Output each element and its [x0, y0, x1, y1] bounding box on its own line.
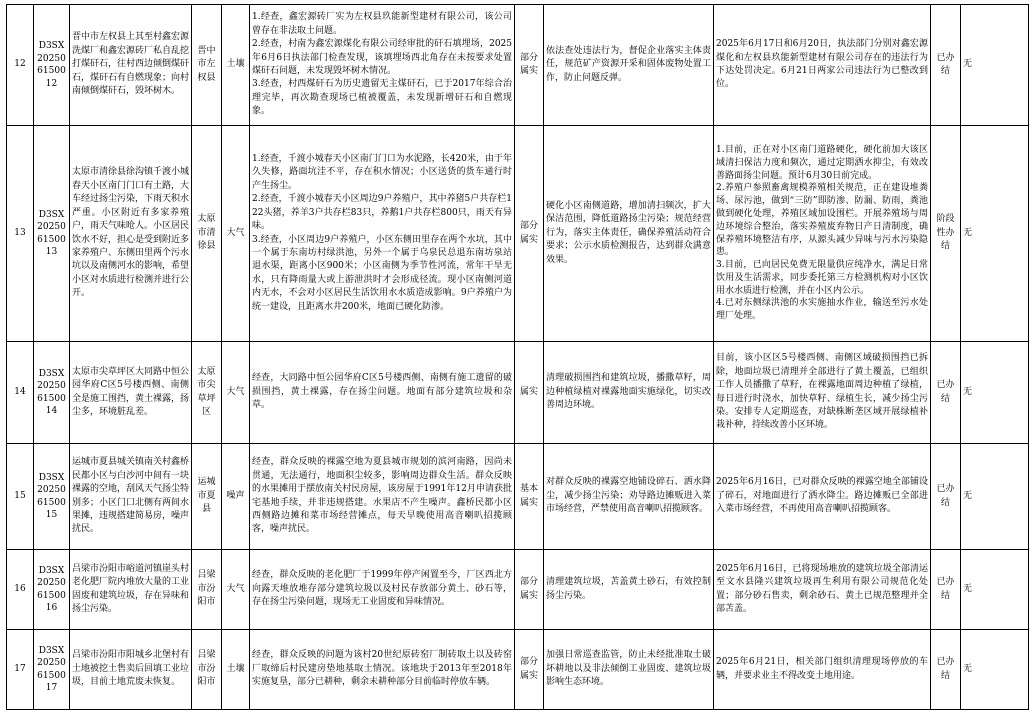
remark: 无	[961, 630, 1029, 710]
progress-item: 1.目前，正在对小区南门道路硬化，硬化前加大该区域清扫保洁力度和频次，通过定期洒水抑尘，有效改善路面扬尘问题。预计6月30日前完成。	[716, 144, 928, 181]
handling-status: 已办结	[931, 630, 961, 710]
row-number: 12	[7, 5, 34, 126]
petition-table	[6, 4, 1029, 710]
verification-result: 部分属实	[515, 630, 544, 710]
handling-status: 已办结	[931, 550, 961, 630]
verification	[250, 126, 515, 342]
handling-measures: 对群众反映的裸露空地铺设碎石、洒水降尘，减少扬尘污染；劝导路边摊贩进入菜市场经营，严禁使用高音喇叭招揽顾客。	[544, 444, 714, 550]
petition-table-page	[6, 4, 1029, 710]
verification-item: 经查，大同路中恒公园华府C区5号楼西侧、南侧有施工遗留的破损围挡，黄土裸露，存在扬尘问题。地面有部分建筑垃圾和杂草。	[252, 373, 512, 411]
remark: 无	[961, 126, 1029, 342]
pollution-type: 大气	[222, 126, 250, 342]
region: 运城市夏县	[192, 444, 222, 550]
verification-result: 部分属实	[515, 550, 544, 630]
row-number: 17	[7, 630, 34, 710]
pollution-type: 土壤	[222, 5, 250, 126]
row-number: 15	[7, 444, 34, 550]
table-row	[7, 444, 1029, 550]
region: 太原市清徐县	[192, 126, 222, 342]
case-code: D3SX202506150014	[34, 342, 70, 444]
verification-item: 3.经查，村西煤矸石为历史遗留无主煤矸石，已于2017年综合治理完毕，再次勘查现场已植被覆盖，未发现新增矸石和自燃现象。	[252, 79, 512, 117]
complaint-content: 吕梁市汾阳市阳城乡北堡村有土地被挖土售卖后回填工业垃圾，目前土地荒废未恢复。	[70, 630, 192, 710]
handling-status: 已办结	[931, 5, 961, 126]
case-code: D3SX202506150013	[34, 126, 70, 342]
case-code: D3SX202506150017	[34, 630, 70, 710]
verification-item: 2.经查，千渡小城春天小区周边9户养殖户，其中养猪5户共存栏122头猪，养羊3户共存栏83只，养鹅1户共存栏800只，雨天有异味。	[252, 194, 512, 232]
progress-item: 3.目前，已向居民免费无限量供应纯净水，满足日常饮用及生活需求，同步委托第三方检测机构对小区饮用水水质进行检测，并在小区内公示。	[716, 260, 928, 296]
case-code: D3SX202506150015	[34, 444, 70, 550]
handling-measures: 清理破损围挡和建筑垃圾，播撒草籽，周边种植绿植对裸露地面实施绿化，切实改善周边环境。	[544, 342, 714, 444]
verification	[250, 630, 515, 710]
table-row	[7, 630, 1029, 710]
remark: 无	[961, 5, 1029, 126]
handling-status: 已办结	[931, 444, 961, 550]
row-number: 14	[7, 342, 34, 444]
handling-measures: 加强日常巡查监管，防止未经批准取土破坏耕地以及非法倾倒工业固废、建筑垃圾影响生态环境。	[544, 630, 714, 710]
rectification-progress	[714, 126, 931, 342]
handling-status: 已办结	[931, 342, 961, 444]
region: 晋中市左权县	[192, 5, 222, 126]
complaint-content: 晋中市左权县上其至村鑫宏源洗煤厂和鑫宏源砖厂私自乱挖打煤矸石，往村西边倾倒煤矸石，煤矸石有自燃现象；向村南倾倒煤矸石，毁坏树木。	[70, 5, 192, 126]
verification-item: 3.经查，小区周边9户养殖户，小区东侧田里存在两个水坑，其中一个属于东南坊村绿洪池，另外一个属于乌泉民总退东南坊泉站退水渠，距离小区900米；小区南侧为季节性河流，常年干旱无水，只有降雨量大或上游泄洪时才会形成径流。现小区南侧河道内无水，不会对小区居民生活饮用水水质造成影响。9户养殖户为统一建设，且距离水井200米，地面已硬化防渗。	[252, 234, 512, 312]
remark: 无	[961, 342, 1029, 444]
pollution-type: 大气	[222, 342, 250, 444]
verification-item: 经查，群众反映的问题为该村20世纪原砖窑厂制砖取土以及砖窑厂取缔后村民建房垫地基取土情况。该地块于2013年至2018年实施复垦，部分已耕种，剩余未耕种部分目前临时停放车辆。	[252, 650, 512, 688]
verification	[250, 342, 515, 444]
row-number: 16	[7, 550, 34, 630]
verification-result: 部分属实	[515, 5, 544, 126]
complaint-content: 运城市夏县城关镇南关村鑫桥民都小区与白沙河中间有一块裸露的空地，刮风天气扬尘特别多；小区门口北侧有两间水果摊，违规搭建简易房，噪声扰民。	[70, 444, 192, 550]
handling-measures: 依法查处违法行为，督促企业落实主体责任，规范矿产资源开采和固体废物处置工作，防止问题反弹。	[544, 5, 714, 126]
complaint-content: 太原市尖草坪区大同路中恒公园华府C区5号楼西侧、南侧全是施工围挡，黄土裸露，扬尘多，环境脏乱差。	[70, 342, 192, 444]
progress-item: 2.养殖户参照畜禽规模养殖相关规范，正在建设堆粪场、尿污池，做到“三防”即防渗、防漏、防雨，粪池做到硬化处理，养殖区域加设围栏。开展养殖场与周边环境综合整治，落实养殖废弃物日产日清制度，确保养殖环境整洁有序，从源头减少异味与污水污染隐患。	[716, 183, 928, 258]
table-row	[7, 342, 1029, 444]
verification	[250, 5, 515, 126]
region: 太原市尖草坪区	[192, 342, 222, 444]
remark: 无	[961, 550, 1029, 630]
pollution-type: 大气	[222, 550, 250, 630]
pollution-type: 噪声	[222, 444, 250, 550]
pollution-type: 土壤	[222, 630, 250, 710]
complaint-content: 太原市清徐县徐沟镇千渡小城春天小区南门门口有土路，大车经过扬尘污染，下雨天积水严重。小区附近有多家养殖户，雨天气味呛人。小区居民饮水不好，担心是受到附近多家养殖户、东侧田里两个污水坑以及南侧河水的影响，希望小区对水质进行检测并进行公开。	[70, 126, 192, 342]
case-code: D3SX202506150012	[34, 5, 70, 126]
verification-item: 1.经查，千渡小城春天小区南门门口为水泥路，长420米，由于年久失修，路面坑洼不平，存在积水情况；小区送货的货车通行时产生扬尘。	[252, 154, 512, 191]
verification-result: 部分属实	[515, 126, 544, 342]
complaint-content: 吕梁市汾阳市峪道河镇崖头村老化肥厂院内堆放大量的工业固废和建筑垃圾，存在异味和扬尘污染。	[70, 550, 192, 630]
row-number: 13	[7, 126, 34, 342]
rectification-progress: 2025年6月17日和6月20日，执法部门分别对鑫宏源煤化和左权县玖能新型建材有限公司存在的违法行为下达处罚决定。6月21日两家公司违法行为已整改到位。	[714, 5, 931, 126]
table-row	[7, 550, 1029, 630]
verification	[250, 550, 515, 630]
table-row	[7, 5, 1029, 126]
handling-measures: 清理建筑垃圾，苫盖黄土砂石，有效控制扬尘污染。	[544, 550, 714, 630]
rectification-progress: 2025年6月21日，相关部门组织清理现场停放的车辆，并要求业主不得改变土地用途。	[714, 630, 931, 710]
case-code: D3SX202506150016	[34, 550, 70, 630]
region: 吕梁市汾阳市	[192, 630, 222, 710]
verification-item: 2.经查，村南为鑫宏源煤化有限公司经审批的矸石填埋场，2025年6月6日执法部门检查发现，该填埋场西北角存在未按要求处置煤矸石问题，未发现毁坏树木情况。	[252, 39, 512, 76]
rectification-progress: 目前，该小区区5号楼西侧、南侧区域破损围挡已拆除，地面垃圾已清理并全部进行了黄土覆盖，已组织工作人员播撒了草籽，在裸露地面周边种植了绿植，每日进行时浇水，加快草籽、绿植生长，减少扬尘污染。安排专人定期巡查，对缺株断垄区域开展绿植补栽补种，持续改善小区环境。	[714, 342, 931, 444]
rectification-progress: 2025年6月16日，已将现场堆放的建筑垃圾全部清运至文水县隆兴建筑垃圾再生利用有限公司规范化处置；部分砂石售卖，剩余砂石、黄土已规范整理并全部苫盖。	[714, 550, 931, 630]
region: 吕梁市汾阳市	[192, 550, 222, 630]
verification-result: 基本属实	[515, 444, 544, 550]
verification	[250, 444, 515, 550]
remark: 无	[961, 444, 1029, 550]
handling-status: 阶段性办结	[931, 126, 961, 342]
verification-item: 1.经查，鑫宏源砖厂实为左权县玖能新型建材有限公司，该公司曾存在非法取土问题。	[252, 12, 512, 36]
verification-item: 经查，群众反映的裸露空地为夏县城市规划的滨河南路，因尚未贯通，无法通行，地面积尘较多，影响周边群众生活。群众反映的水果摊用于摆放南关村民房屋，该房屋于1991年12月申请获批宅基地手续，并非违规搭建。水果店不产生噪声。鑫桥民都小区西侧路边摊和菜市场经营摊点，每天早晚使用高音喇叭招揽顾客，噪声扰民。	[252, 457, 512, 535]
table-row	[7, 126, 1029, 342]
handling-measures: 硬化小区南侧道路，增加清扫频次，扩大保洁范围，降低道路扬尘污染；规范经营行为，落实主体责任，确保养殖活动符合要求；公示水质检测报告，达到群众满意效果。	[544, 126, 714, 342]
verification-result: 属实	[515, 342, 544, 444]
rectification-progress: 2025年6月16日，已对群众反映的裸露空地全部铺设了碎石，对地面进行了洒水降尘。路边摊贩已全部进入菜市场经营，不再使用高音喇叭招揽顾客。	[714, 444, 931, 550]
progress-item: 4.已对东侧绿洪池的水实施抽水作业，输送至污水处理厂处理。	[716, 298, 928, 322]
verification-item: 经查，群众反映的老化肥厂于1999年停产闲置至今，厂区西北方向露天堆放堆存部分建筑垃圾以及村民存放部分黄土、砂石等，存在扬尘污染问题，现场无工业固废和异味情况。	[252, 570, 512, 608]
